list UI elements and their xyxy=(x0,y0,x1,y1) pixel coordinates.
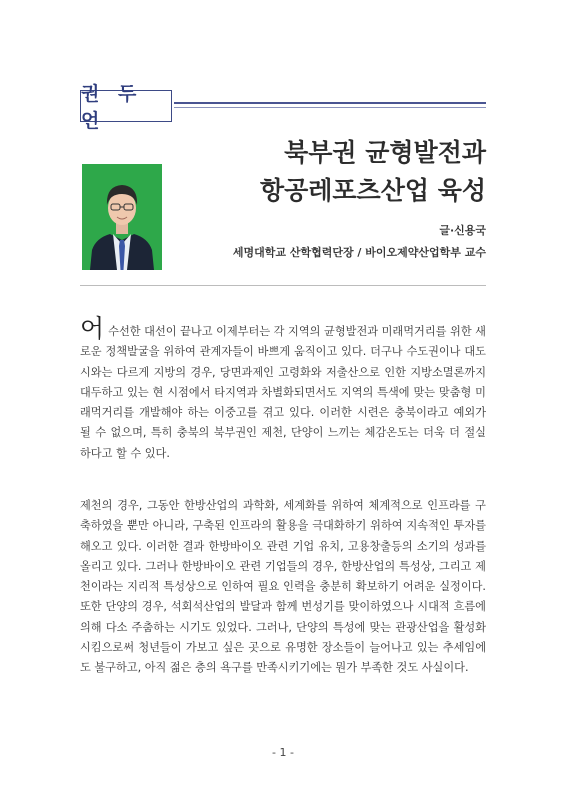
section-tag: 권 두 언 xyxy=(80,90,172,122)
page-number: - 1 - xyxy=(272,746,294,759)
author-photo xyxy=(82,164,162,270)
author-name: 글·신용국 xyxy=(439,224,486,237)
body-paragraph-2 xyxy=(80,496,486,679)
article-title-line1: 북부권 균형발전과 xyxy=(284,138,486,167)
header-divider-thin xyxy=(174,107,486,108)
byline xyxy=(233,220,486,264)
paragraph-2-text: 제천의 경우, 그동안 한방산업의 과학화, 세계화를 위하여 체계적으로 인프라를 구축하였을 뿐만 아니라, 구축된 인프라의 활용을 극대화하기 위하여 지속적인 투자를 해오고 있다. 이러한 결과 한방바이오 관련 기업 유치, 고용창출등의 소기의 성과를 올리고 있다. 그러나 한방바이오 관련 기업들의 경우, 한방산업의 특성상, 그리고 제천이라는 지리적 특성상으로 인하여 필요 인력을 충분히 확보하기 어려운 실정이다. 또한 단양의 경우, 석회석산업의 발달과 함께 번성기를 맞이하였으나 시대적 흐름에 의해 다소 주춤하는 시기도 있었다. 그러나, 단양의 특성에 맞는 관광산업을 활성화시킴으로써 청년들이 가보고 싶은 곳으로 유명한 장소들이 늘어나고 있는 추세임에도 불구하고, 아직 젊은 층의 욕구를 만족시키기에는 뭔가 부족한 것도 사실이다. xyxy=(80,499,486,675)
author-affiliation: 세명대학교 산학협력단장 / 바이오제약산업학부 교수 xyxy=(232,246,486,259)
drop-cap: 어 xyxy=(80,314,105,343)
body-paragraph-1 xyxy=(80,314,486,464)
article-title-line2: 항공레포츠산업 육성 xyxy=(259,176,486,205)
article-title xyxy=(260,134,486,210)
paragraph-1-text: 수선한 대선이 끝나고 이제부터는 각 지역의 균형발전과 미래먹거리를 위한 새로운 정책발굴을 위하여 관계자들이 바쁘게 움직이고 있다. 더구나 수도권이나 대도시와는 다르게 지방의 경우, 당면과제인 고령화와 저출산으로 인한 지방소멸론까지 대두하고 있는 현 시점에서 타지역과 차별화되면서도 지역의 특색에 맞는 맞춤형 미래먹거리를 개발해야 하는 이중고를 겪고 있다. 이러한 시련은 충북이라고 예외가 될 수 없으며, 특히 충북의 북부권인 제천, 단양이 느끼는 체감온도는 더욱 더 절실하다고 할 수 있다. xyxy=(80,325,486,460)
title-divider xyxy=(80,285,486,286)
author-portrait-image xyxy=(82,164,162,270)
header-divider xyxy=(174,102,486,104)
